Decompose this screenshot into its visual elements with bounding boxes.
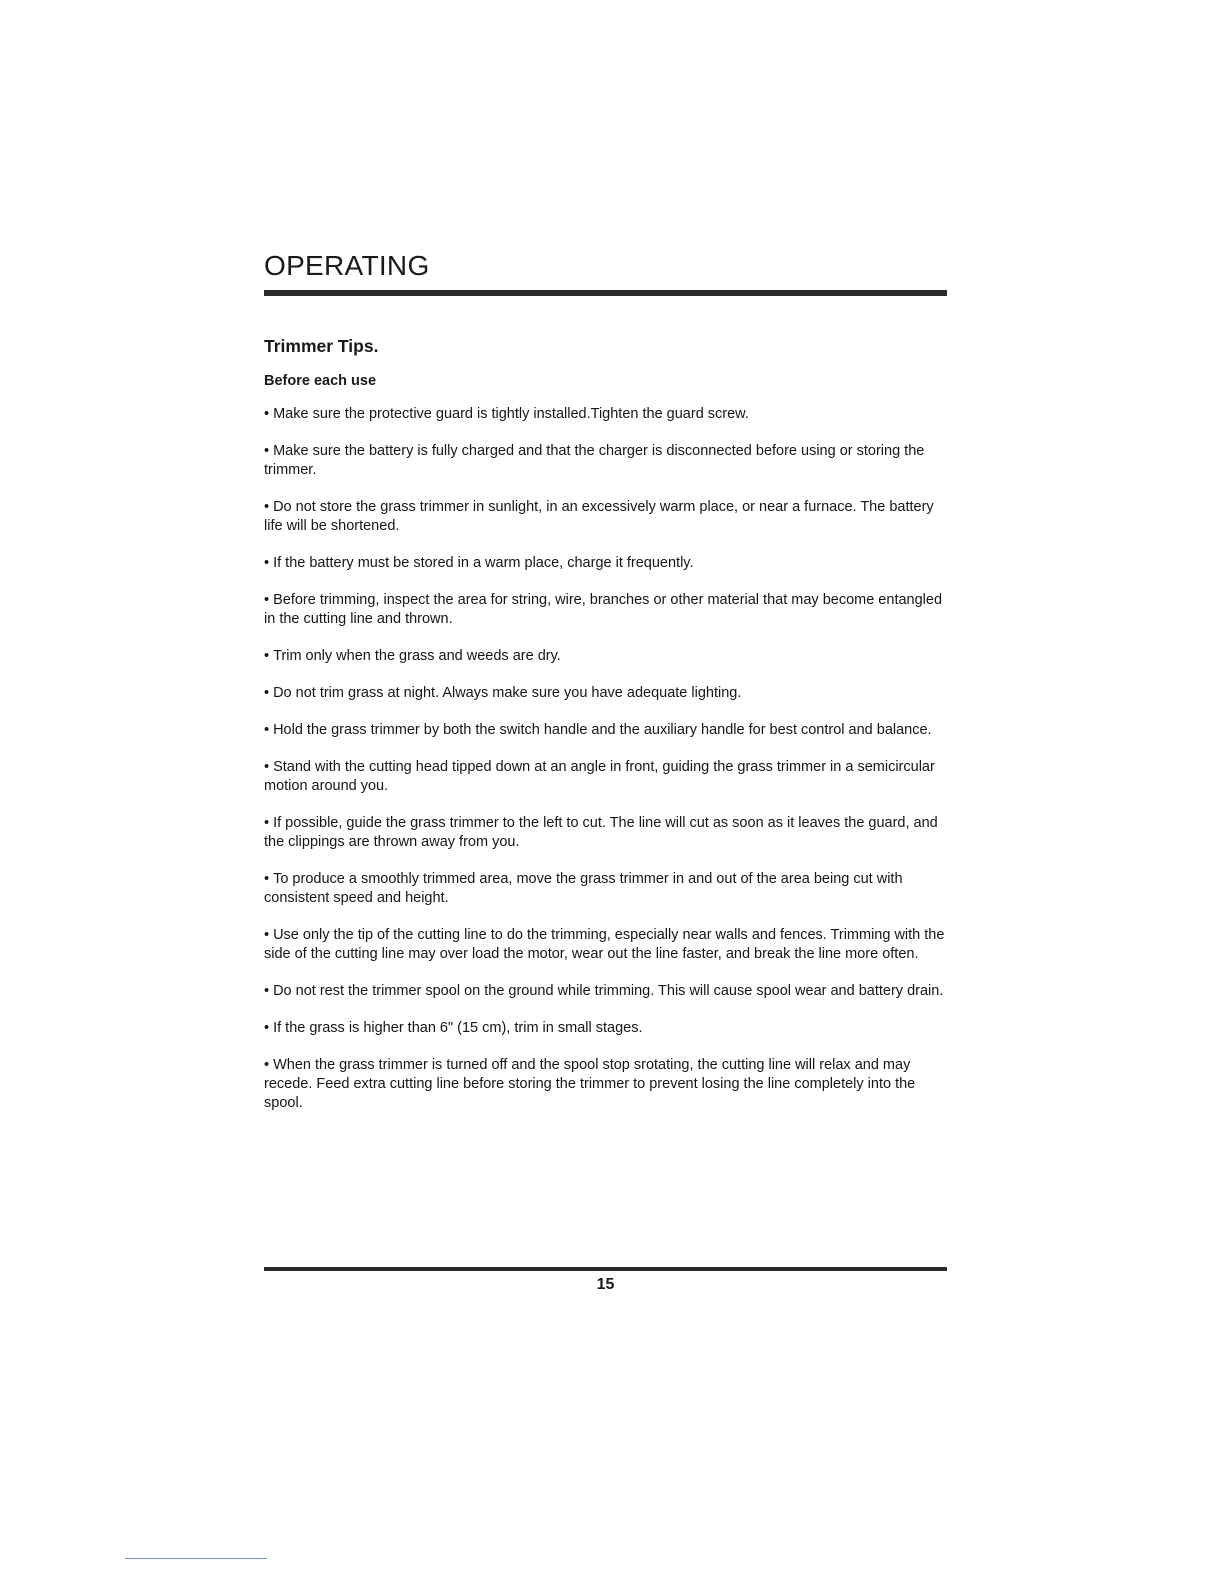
bullet-icon: •: [264, 592, 270, 608]
tip-text: To produce a smoothly trimmed area, move the grass trimmer in and out of the area being cut with consistent speed and height.: [264, 871, 903, 906]
tip-item: [264, 1056, 954, 1113]
bullet-icon: •: [264, 443, 270, 459]
tip-item: [264, 647, 954, 666]
tip-text: Hold the grass trimmer by both the switch handle and the auxiliary handle for best control and balance.: [273, 722, 932, 738]
bullet-icon: •: [264, 1057, 270, 1073]
bullet-icon: •: [264, 555, 270, 571]
tip-text: If the battery must be stored in a warm place, charge it frequently.: [273, 555, 694, 571]
bullet-icon: •: [264, 406, 270, 422]
tip-text: Make sure the protective guard is tightly installed.Tighten the guard screw.: [273, 406, 749, 422]
footnote-separator: [125, 1558, 267, 1559]
tip-text: Use only the tip of the cutting line to do the trimming, especially near walls and fences. Trimming with the side of the cutting line may over load the motor, wear out the line faster, and break the line more often.: [264, 927, 945, 962]
bullet-icon: •: [264, 685, 270, 701]
bullet-icon: •: [264, 648, 270, 664]
section-title: OPERATING: [264, 250, 430, 281]
bullet-icon: •: [264, 499, 270, 515]
tip-text: Make sure the battery is fully charged and that the charger is disconnected before using or storing the trimmer.: [264, 443, 925, 478]
bullet-icon: •: [264, 927, 270, 943]
tip-item: [264, 1019, 954, 1038]
tip-item: [264, 498, 954, 536]
tip-text: Before trimming, inspect the area for string, wire, branches or other material that may become entangled in the cutting line and thrown.: [264, 592, 943, 627]
tip-item: [264, 870, 954, 908]
footer-rule: [264, 1267, 947, 1271]
bullet-icon: •: [264, 983, 270, 999]
tips-list: [264, 405, 954, 1113]
subheading-before-each-use: Before each use: [264, 373, 377, 389]
tip-item: [264, 721, 954, 740]
bullet-icon: •: [264, 1020, 270, 1036]
content-area: [264, 336, 954, 1131]
bullet-icon: •: [264, 815, 270, 831]
tip-text: When the grass trimmer is turned off and the spool stop srotating, the cutting line will relax and may recede. Feed extra cutting line before storing the trimmer to prevent losing the line completely into the spool.: [264, 1057, 916, 1111]
subheading-trimmer-tips: Trimmer Tips.: [264, 336, 379, 356]
tip-item: [264, 554, 954, 573]
tip-text: Trim only when the grass and weeds are dry.: [273, 648, 561, 664]
tip-text: Stand with the cutting head tipped down at an angle in front, guiding the grass trimmer in a semicircular motion around you.: [264, 759, 935, 794]
tip-item: [264, 926, 954, 964]
tip-item: [264, 758, 954, 796]
tip-item: [264, 591, 954, 629]
tip-item: [264, 405, 954, 424]
bullet-icon: •: [264, 871, 270, 887]
tip-text: Do not store the grass trimmer in sunlight, in an excessively warm place, or near a furnace. The battery life will be shortened.: [264, 499, 934, 534]
header-rule: [264, 290, 947, 296]
page-number: 15: [596, 1276, 615, 1293]
tip-text: Do not trim grass at night. Always make sure you have adequate lighting.: [273, 685, 742, 701]
bullet-icon: •: [264, 722, 270, 738]
tip-item: [264, 982, 954, 1001]
tip-text: If the grass is higher than 6" (15 cm), trim in small stages.: [273, 1020, 643, 1036]
tip-item: [264, 684, 954, 703]
tip-text: If possible, guide the grass trimmer to the left to cut. The line will cut as soon as it leaves the guard, and the clippings are thrown away from you.: [264, 815, 938, 850]
tip-text: Do not rest the trimmer spool on the ground while trimming. This will cause spool wear and battery drain.: [273, 983, 944, 999]
tip-item: [264, 442, 954, 480]
bullet-icon: •: [264, 759, 270, 775]
tip-item: [264, 814, 954, 852]
